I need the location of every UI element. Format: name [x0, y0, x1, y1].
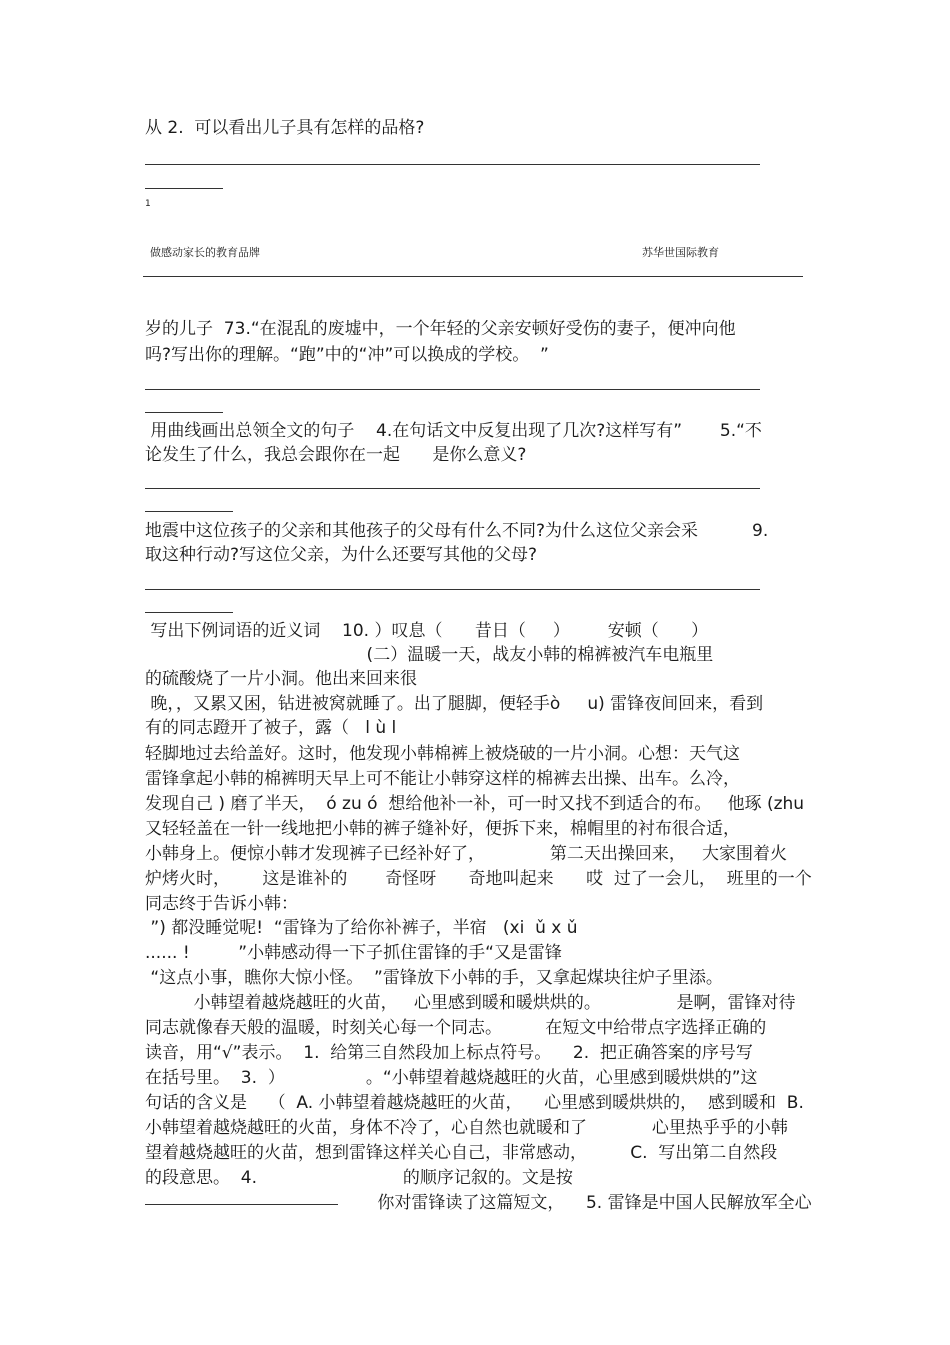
text-line: 的段意思。 4. 的顺序记叙的。文是按	[145, 1168, 573, 1188]
text-line: 你对雷锋读了这篇短文， 5. 雷锋是中国人民解放军全心	[145, 1193, 812, 1213]
text-line: ”) 都没睡觉呢! “雷锋为了给你补裤子，半宿 (xi ǔ x ǔ	[145, 918, 578, 938]
answer-line	[145, 164, 760, 165]
text-line: 同志终于告诉小韩：	[145, 894, 298, 914]
text-line: 晚，，又累又困，钻进被窝就睡了。出了腿脚，便轻手ò u) 雷锋夜间回来，看到	[145, 694, 764, 714]
answer-line-short	[145, 412, 223, 413]
text-line: 轻脚地过去给盖好。这时，他发现小韩棉裤上被烧破的一片小洞。心想：天气这	[145, 744, 740, 764]
text-line: 望着越烧越旺的火苗，想到雷锋这样关心自己，非常感动， C. 写出第二自然段	[145, 1143, 778, 1163]
text-line: 发现自己 ) 磨了半天， ó zu ó 想给他补一补，可一时又找不到适合的布。 他琢 (zhu	[145, 794, 805, 814]
answer-line	[145, 488, 760, 489]
text-line: 论发生了什么，我总会跟你在一起 是你么意义?	[145, 445, 527, 465]
text-line: 的硫酸烧了一片小洞。他出来回来很	[145, 669, 417, 689]
answer-line	[145, 589, 760, 590]
header-left: 做感动家长的教育品牌	[150, 246, 260, 259]
text-line: 小韩望着越烧越旺的火苗， 心里感到暖和暖烘烘的。 是啊，雷锋对待	[145, 993, 796, 1013]
text-line: ...... ! ”小韩感动得一下子抓住雷锋的手“又是雷锋	[145, 943, 562, 963]
answer-line	[145, 389, 760, 390]
text-line: 地震中这位孩子的父亲和其他孩子的父母有什么不同?为什么这位父亲会采 9.	[145, 521, 769, 541]
text-line: 岁的儿子 73.“在混乱的废墟中，一个年轻的父亲安顿好受伤的妻子，便冲向他	[145, 319, 736, 339]
text-line: 读音，用“√”表示。 1. 给第三自然段加上标点符号。 2. 把正确答案的序号写	[145, 1043, 753, 1063]
answer-line-short	[145, 612, 233, 613]
header-right: 苏华世国际教育	[642, 246, 719, 259]
text-line: 有的同志蹬开了被子，露（ l ù l	[145, 718, 397, 738]
text-line: 写出下例词语的近义词 10. ）叹息（ 昔日（ ） 安顿（ ）	[145, 621, 709, 641]
text-line: (二）温暖一天，战友小韩的棉裤被汽车电瓶里	[145, 645, 714, 665]
text-line: 同志就像春天般的温暖，时刻关心每一个同志。 在短文中给带点字选择正确的	[145, 1018, 767, 1038]
question-2: 从 2. 可以看出儿子具有怎样的品格?	[145, 118, 425, 138]
text-line: 小韩望着越烧越旺的火苗，身体不冷了，心自然也就暖和了 心里热乎乎的小韩	[145, 1118, 788, 1138]
text-line: 炉烤火时， 这是谁补的 奇怪呀 奇地叫起来 哎 过了一会儿， 班里的一个	[145, 869, 812, 889]
text-line: 小韩身上。便惊小韩才发现裤子已经补好了， 第二天出操回来， 大家围着火	[145, 844, 788, 864]
text-line: 用曲线画出总领全文的句子 4.在句话文中反复出现了几次?这样写有” 5.“不	[145, 421, 762, 441]
text-line: 吗?写出你的理解。“跑”中的“冲”可以换成的学校。 ”	[145, 345, 549, 365]
header-rule	[143, 276, 803, 277]
text-line: 又轻轻盖在一针一线地把小韩的裤子缝补好，便拆下来，棉帽里的衬布很合适，	[145, 819, 740, 839]
answer-line-short	[145, 511, 233, 512]
text-line: 在括号里。 3. ） 。“小韩望着越烧越旺的火苗，心里感到暖烘烘的”这	[145, 1068, 758, 1088]
answer-line-short	[145, 188, 223, 189]
text-line: “这点小事，瞧你大惊小怪。 ”雷锋放下小韩的手，又拿起煤块往炉子里添。	[145, 968, 723, 988]
text-line: 句话的含义是 （ A. 小韩望着越烧越旺的火苗， 心里感到暖烘烘的， 感到暖和 B.	[145, 1093, 804, 1113]
text-line: 雷锋拿起小韩的棉裤明天早上可不能让小韩穿这样的棉裤去出操、出车。么冷，	[145, 769, 740, 789]
page-number: 1	[145, 199, 151, 209]
text-line: 取这种行动?写这位父亲，为什么还要写其他的父母?	[145, 545, 538, 565]
